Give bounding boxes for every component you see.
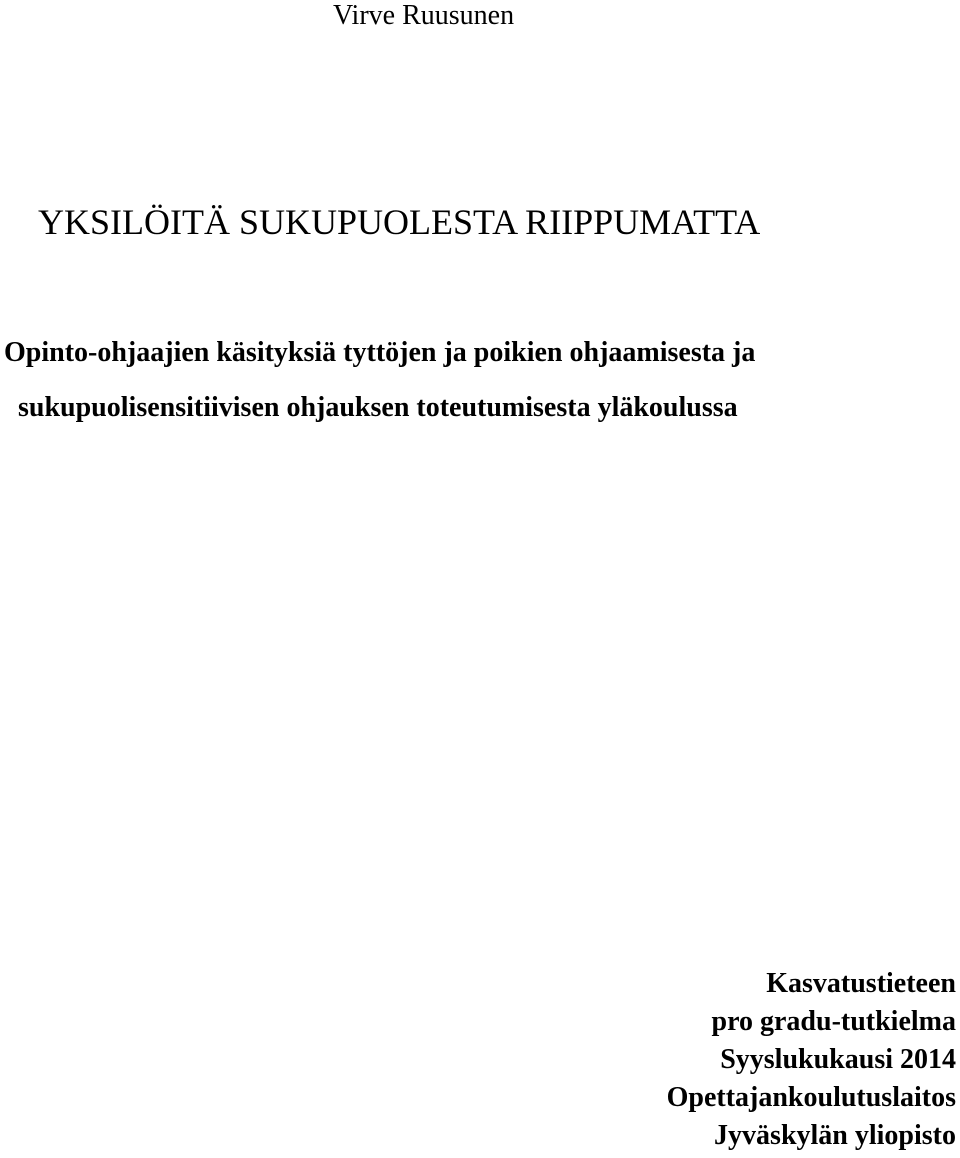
thesis-type-label: pro gradu-tutkielma <box>711 1006 956 1037</box>
university-label: Jyväskylän yliopisto <box>714 1120 956 1151</box>
thesis-info-block <box>667 965 956 1155</box>
discipline-label: Kasvatustieteen <box>766 968 956 999</box>
subtitle-line-1: Opinto-ohjaajien käsityksiä tyttöjen ja poikien ohjaamisesta ja <box>4 337 756 368</box>
department-label: Opettajankoulutuslaitos <box>666 1082 956 1113</box>
term-label: Syyslukukausi 2014 <box>720 1044 956 1075</box>
document-title: YKSILÖITÄ SUKUPUOLESTA RIIPPUMATTA <box>38 202 761 242</box>
author-name: Virve Ruusunen <box>333 0 515 31</box>
subtitle-line-2: sukupuolisensitiivisen ohjauksen toteutumisesta yläkoulussa <box>18 392 738 423</box>
